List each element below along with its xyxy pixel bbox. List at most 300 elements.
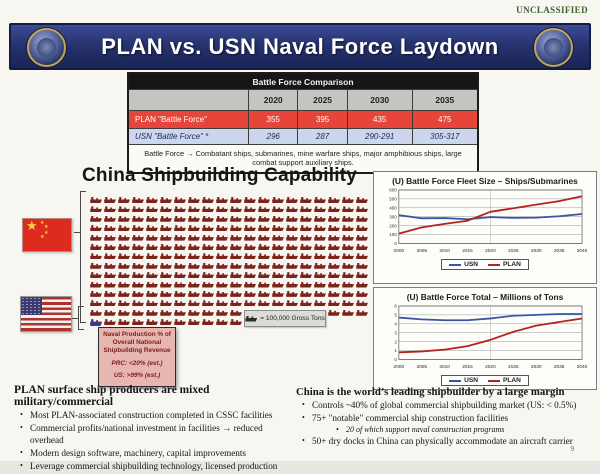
list-item: • Modern design software, machinery, capital improvements xyxy=(20,448,298,460)
ship-icon xyxy=(216,319,228,325)
ship-icon xyxy=(202,310,214,316)
ship-icon xyxy=(230,272,242,278)
ship-icon xyxy=(356,300,368,306)
ship-icon xyxy=(356,272,368,278)
ship-icon xyxy=(146,197,158,203)
list-item: • Leverage commercial shipbuilding technology, licensed production xyxy=(20,461,298,473)
ship-icon xyxy=(258,291,270,297)
table-title-row xyxy=(128,73,478,90)
svg-text:200: 200 xyxy=(389,223,397,229)
ship-icon xyxy=(90,253,102,259)
ship-icon xyxy=(118,319,130,325)
ship-icon xyxy=(132,206,144,212)
svg-text:6: 6 xyxy=(394,303,397,309)
ship-icon xyxy=(90,197,102,203)
ship-icon xyxy=(160,310,172,316)
ship-icon xyxy=(118,235,130,241)
naval-production-box xyxy=(98,327,176,387)
ship-icon xyxy=(230,291,242,297)
ship-icon xyxy=(272,235,284,241)
ship-icon xyxy=(272,225,284,231)
ship-icon xyxy=(174,282,186,288)
ship-icon xyxy=(244,206,256,212)
ship-icon xyxy=(258,282,270,288)
ship-icon xyxy=(146,263,158,269)
ship-icon xyxy=(258,253,270,259)
ship-icon xyxy=(160,216,172,222)
ship-icon xyxy=(104,225,116,231)
legend-entry: USN xyxy=(449,261,478,268)
star-icon: ★ xyxy=(26,218,38,233)
ship-icon xyxy=(328,291,340,297)
ship-icon xyxy=(132,263,144,269)
ship-icon xyxy=(90,320,102,326)
star-icon: ★ xyxy=(44,230,49,236)
cell-value: 395 xyxy=(298,111,347,129)
ship-icon xyxy=(188,197,200,203)
us-flag-icon xyxy=(20,296,72,332)
chart-legend xyxy=(441,259,529,270)
ship-icon xyxy=(118,310,130,316)
ship-icon xyxy=(104,263,116,269)
ship-icon xyxy=(272,263,284,269)
svg-text:2025: 2025 xyxy=(508,248,519,254)
ship-icon xyxy=(286,225,298,231)
ship-icon xyxy=(328,310,340,316)
ship-icon xyxy=(258,197,270,203)
ship-icon xyxy=(188,291,200,297)
ship-icon xyxy=(356,291,368,297)
ship-icon xyxy=(300,216,312,222)
ship-icon xyxy=(146,272,158,278)
ship-icon xyxy=(328,216,340,222)
ship-icon xyxy=(132,197,144,203)
ship-icon xyxy=(174,272,186,278)
svg-text:2010: 2010 xyxy=(439,248,450,254)
ship-icon xyxy=(90,282,102,288)
ship-icon xyxy=(272,197,284,203)
ship-icon xyxy=(160,253,172,259)
ship-icon xyxy=(258,263,270,269)
ship-icon xyxy=(216,253,228,259)
ship-icon xyxy=(258,206,270,212)
ship-icon xyxy=(230,216,242,222)
ship-icon xyxy=(286,253,298,259)
ship-icon xyxy=(174,310,186,316)
navy-seal-icon xyxy=(27,28,66,67)
ship-icon xyxy=(244,272,256,278)
ship-icon xyxy=(174,319,186,325)
ship-icon xyxy=(188,225,200,231)
ship-icon xyxy=(314,244,326,250)
ship-icon xyxy=(286,300,298,306)
ship-icon xyxy=(104,300,116,306)
svg-text:2015: 2015 xyxy=(462,248,473,254)
ship-icon xyxy=(132,272,144,278)
svg-text:2010: 2010 xyxy=(439,364,450,370)
ship-icon xyxy=(202,263,214,269)
ship-icon xyxy=(314,300,326,306)
ship-icon xyxy=(244,225,256,231)
svg-text:2000: 2000 xyxy=(393,248,405,254)
ship-icon xyxy=(202,300,214,306)
ship-icon xyxy=(300,225,312,231)
ship-icon xyxy=(146,216,158,222)
ship-icon xyxy=(174,216,186,222)
ship-icon xyxy=(216,206,228,212)
ship-icon xyxy=(90,300,102,306)
cell-value: 475 xyxy=(412,111,478,129)
svg-text:2: 2 xyxy=(394,339,397,345)
table-header-row xyxy=(128,90,478,111)
ship-icon xyxy=(328,253,340,259)
ship-icon xyxy=(202,197,214,203)
ship-icon xyxy=(160,291,172,297)
ship-icon xyxy=(286,197,298,203)
shipbuilding-section-title: China Shipbuilding Capability xyxy=(82,165,357,186)
svg-text:4: 4 xyxy=(394,321,397,327)
table-row-usn xyxy=(128,129,478,145)
ship-icon xyxy=(202,225,214,231)
ship-icon xyxy=(286,216,298,222)
ship-icon xyxy=(188,319,200,325)
ship-icon xyxy=(174,291,186,297)
year-header: 2020 xyxy=(249,90,298,111)
chart-plot-area xyxy=(382,303,588,375)
svg-text:3: 3 xyxy=(394,330,397,336)
ship-icon xyxy=(188,263,200,269)
ship-icon xyxy=(202,244,214,250)
ship-icon xyxy=(300,300,312,306)
svg-text:2035: 2035 xyxy=(553,364,565,370)
ship-icon xyxy=(146,291,158,297)
ship-icon xyxy=(328,244,340,250)
cell-value: 355 xyxy=(249,111,298,129)
oni-seal-icon xyxy=(534,28,573,67)
ship-icon xyxy=(174,197,186,203)
ship-icon xyxy=(104,310,116,316)
ship-icon xyxy=(314,197,326,203)
legend-entry: PLAN xyxy=(488,377,521,384)
ship-icon xyxy=(342,206,354,212)
ship-icon xyxy=(314,225,326,231)
china-shipbuilder-section xyxy=(296,386,596,449)
ship-icon xyxy=(216,235,228,241)
ship-icon xyxy=(314,263,326,269)
svg-text:2015: 2015 xyxy=(462,364,473,370)
svg-text:500: 500 xyxy=(389,196,397,202)
ship-icon xyxy=(342,263,354,269)
fleet-size-chart xyxy=(373,171,597,284)
svg-text:2020: 2020 xyxy=(485,364,496,370)
ship-icon xyxy=(314,291,326,297)
ship-icon xyxy=(146,282,158,288)
ship-icon xyxy=(132,310,144,316)
ship-icon xyxy=(230,253,242,259)
ship-icon xyxy=(132,300,144,306)
ship-icon xyxy=(244,235,256,241)
ship-icon xyxy=(188,300,200,306)
gross-tons-legend xyxy=(244,310,326,327)
prc-production-line: PRC: <20% (est.) xyxy=(111,360,163,367)
ship-icon xyxy=(104,291,116,297)
ship-icon xyxy=(118,272,130,278)
ship-icon xyxy=(244,291,256,297)
ship-icon xyxy=(188,206,200,212)
ship-icon xyxy=(230,235,242,241)
ship-icon xyxy=(342,300,354,306)
ship-icon xyxy=(342,225,354,231)
year-header: 2025 xyxy=(298,90,347,111)
svg-text:2025: 2025 xyxy=(508,364,519,370)
ship-icon xyxy=(272,291,284,297)
ship-icon xyxy=(272,300,284,306)
ship-icon xyxy=(258,225,270,231)
ship-icon xyxy=(258,272,270,278)
cell-value: 305-317 xyxy=(412,129,478,145)
ship-icon xyxy=(342,272,354,278)
ship-icon xyxy=(328,300,340,306)
ship-icon xyxy=(300,272,312,278)
ship-icon xyxy=(146,225,158,231)
ship-icon xyxy=(174,263,186,269)
ship-icon xyxy=(174,300,186,306)
ship-icon xyxy=(272,282,284,288)
ship-icon xyxy=(314,206,326,212)
ship-icon xyxy=(90,263,102,269)
ship-icon xyxy=(146,310,158,316)
ship-icon xyxy=(356,225,368,231)
ship-icon xyxy=(104,272,116,278)
chart-legend xyxy=(441,375,529,386)
ship-icon xyxy=(132,235,144,241)
us-production-line: US: >99% (est.) xyxy=(113,372,161,379)
svg-text:2005: 2005 xyxy=(416,364,428,370)
row-label: USN "Battle Force" * xyxy=(128,129,249,145)
ship-icon xyxy=(104,319,116,325)
ship-icon xyxy=(272,216,284,222)
legend-label: = 100,000 Gross Tons xyxy=(260,315,325,322)
china-bracket xyxy=(80,191,81,323)
ship-icon xyxy=(132,225,144,231)
ship-icon xyxy=(328,282,340,288)
ship-icon xyxy=(356,310,368,316)
ship-icon xyxy=(90,225,102,231)
ship-icon xyxy=(258,244,270,250)
ship-icon xyxy=(342,310,354,316)
ship-icon xyxy=(286,235,298,241)
ship-icon xyxy=(118,225,130,231)
ship-icon xyxy=(132,244,144,250)
ship-icon xyxy=(342,282,354,288)
ship-icon xyxy=(286,244,298,250)
ship-icon xyxy=(188,216,200,222)
ship-icon xyxy=(90,272,102,278)
chart-plot-area xyxy=(382,187,588,259)
ship-icon xyxy=(216,310,228,316)
ship-icon xyxy=(314,272,326,278)
china-ship-grid xyxy=(90,190,372,321)
ship-icon xyxy=(272,244,284,250)
ship-icon xyxy=(244,244,256,250)
ship-icon xyxy=(314,253,326,259)
ship-icon xyxy=(272,206,284,212)
battle-force-comparison-table xyxy=(127,72,479,174)
ship-icon xyxy=(286,282,298,288)
plan-producers-section xyxy=(14,384,298,474)
svg-text:5: 5 xyxy=(394,312,397,318)
ship-icon xyxy=(188,235,200,241)
ship-icon xyxy=(104,206,116,212)
ship-icon xyxy=(118,291,130,297)
ship-icon xyxy=(160,319,172,325)
ship-icon xyxy=(286,263,298,269)
ship-icon xyxy=(118,197,130,203)
classification-marking: UNCLASSIFIED xyxy=(516,5,588,15)
year-header: 2035 xyxy=(412,90,478,111)
row-label: PLAN "Battle Force" xyxy=(128,111,249,129)
svg-text:2030: 2030 xyxy=(530,364,542,370)
ship-icon xyxy=(314,216,326,222)
ship-icon xyxy=(230,310,242,316)
ship-icon xyxy=(160,197,172,203)
ship-icon xyxy=(146,319,158,325)
ship-icon xyxy=(272,272,284,278)
ship-icon xyxy=(356,244,368,250)
ship-icon xyxy=(132,291,144,297)
ship-icon xyxy=(328,225,340,231)
ship-icon xyxy=(174,235,186,241)
ship-icon xyxy=(342,197,354,203)
svg-text:0: 0 xyxy=(394,357,397,363)
ship-icon xyxy=(300,206,312,212)
cell-value: 290-291 xyxy=(347,129,412,145)
legend-entry: PLAN xyxy=(488,261,521,268)
star-icon: ★ xyxy=(40,220,45,226)
ship-icon xyxy=(202,291,214,297)
svg-text:2040: 2040 xyxy=(576,248,588,254)
svg-text:600: 600 xyxy=(389,187,397,193)
ship-icon xyxy=(104,253,116,259)
ship-icon xyxy=(104,216,116,222)
cell-value: 435 xyxy=(347,111,412,129)
ship-icon xyxy=(245,316,257,322)
section-heading: China is the world’s leading shipbuilder by a large margin xyxy=(296,386,565,398)
ship-icon xyxy=(146,300,158,306)
ship-icon xyxy=(90,235,102,241)
cell-value: 296 xyxy=(249,129,298,145)
ship-icon xyxy=(160,244,172,250)
ship-icon xyxy=(328,235,340,241)
ship-icon xyxy=(188,272,200,278)
ship-icon xyxy=(174,253,186,259)
ship-icon xyxy=(356,282,368,288)
ship-icon xyxy=(146,206,158,212)
legend-entry: USN xyxy=(449,377,478,384)
svg-text:0: 0 xyxy=(394,241,397,247)
ship-icon xyxy=(356,263,368,269)
ship-icon xyxy=(230,263,242,269)
star-icon: ★ xyxy=(40,234,45,240)
title-banner xyxy=(9,23,591,70)
ship-icon xyxy=(230,206,242,212)
ship-icon xyxy=(104,244,116,250)
ship-icon xyxy=(300,291,312,297)
ship-icon xyxy=(328,263,340,269)
ship-icon xyxy=(104,197,116,203)
ship-icon xyxy=(160,206,172,212)
ship-icon xyxy=(202,319,214,325)
ship-icon xyxy=(132,216,144,222)
ship-icon xyxy=(118,263,130,269)
ship-icon xyxy=(342,244,354,250)
chart-title: (U) Battle Force Fleet Size – Ships/Submarines xyxy=(392,176,578,186)
ship-icon xyxy=(300,253,312,259)
bullet-list xyxy=(296,400,596,448)
ship-icon xyxy=(174,225,186,231)
ship-icon xyxy=(160,235,172,241)
ship-icon xyxy=(342,235,354,241)
ship-icon xyxy=(230,197,242,203)
ship-icon xyxy=(342,216,354,222)
ship-icon xyxy=(90,206,102,212)
ship-icon xyxy=(328,197,340,203)
ship-icon xyxy=(160,282,172,288)
ship-icon xyxy=(90,291,102,297)
list-item: • Commercial profits/national investment in facilities → reduced overhead xyxy=(20,423,298,447)
ship-icon xyxy=(314,282,326,288)
ship-icon xyxy=(356,197,368,203)
ship-icon xyxy=(216,244,228,250)
svg-text:400: 400 xyxy=(389,205,397,211)
ship-icon xyxy=(188,244,200,250)
section-heading: PLAN surface ship producers are mixed military/commercial xyxy=(14,384,210,408)
ship-icon xyxy=(146,244,158,250)
chart-title: (U) Battle Force Total – Millions of Tons xyxy=(406,292,564,302)
ship-icon xyxy=(160,263,172,269)
ship-icon xyxy=(342,291,354,297)
ship-icon xyxy=(216,225,228,231)
ship-icon xyxy=(118,206,130,212)
ship-icon xyxy=(118,300,130,306)
svg-text:2000: 2000 xyxy=(393,364,405,370)
star-icon: ★ xyxy=(44,224,49,230)
ship-icon xyxy=(244,253,256,259)
ship-icon xyxy=(356,235,368,241)
sub-list-item: • 20 of which support naval construction programs xyxy=(336,425,596,435)
ship-icon xyxy=(146,253,158,259)
ship-icon xyxy=(258,300,270,306)
ship-icon xyxy=(216,300,228,306)
page-title: PLAN vs. USN Naval Force Laydown xyxy=(101,33,499,59)
ship-icon xyxy=(258,216,270,222)
ship-icon xyxy=(244,282,256,288)
ship-icon xyxy=(174,244,186,250)
ship-icon xyxy=(188,253,200,259)
ship-icon xyxy=(328,272,340,278)
ship-icon xyxy=(174,206,186,212)
tonnage-chart xyxy=(373,287,597,390)
ship-icon xyxy=(328,206,340,212)
ship-icon xyxy=(216,291,228,297)
list-item: • Most PLAN-associated construction completed in CSSC facilities xyxy=(20,410,298,422)
ship-icon xyxy=(202,206,214,212)
svg-text:1: 1 xyxy=(394,348,397,354)
ship-icon xyxy=(202,235,214,241)
ship-icon xyxy=(356,206,368,212)
ship-icon xyxy=(118,253,130,259)
page-number: 9 xyxy=(570,445,574,453)
